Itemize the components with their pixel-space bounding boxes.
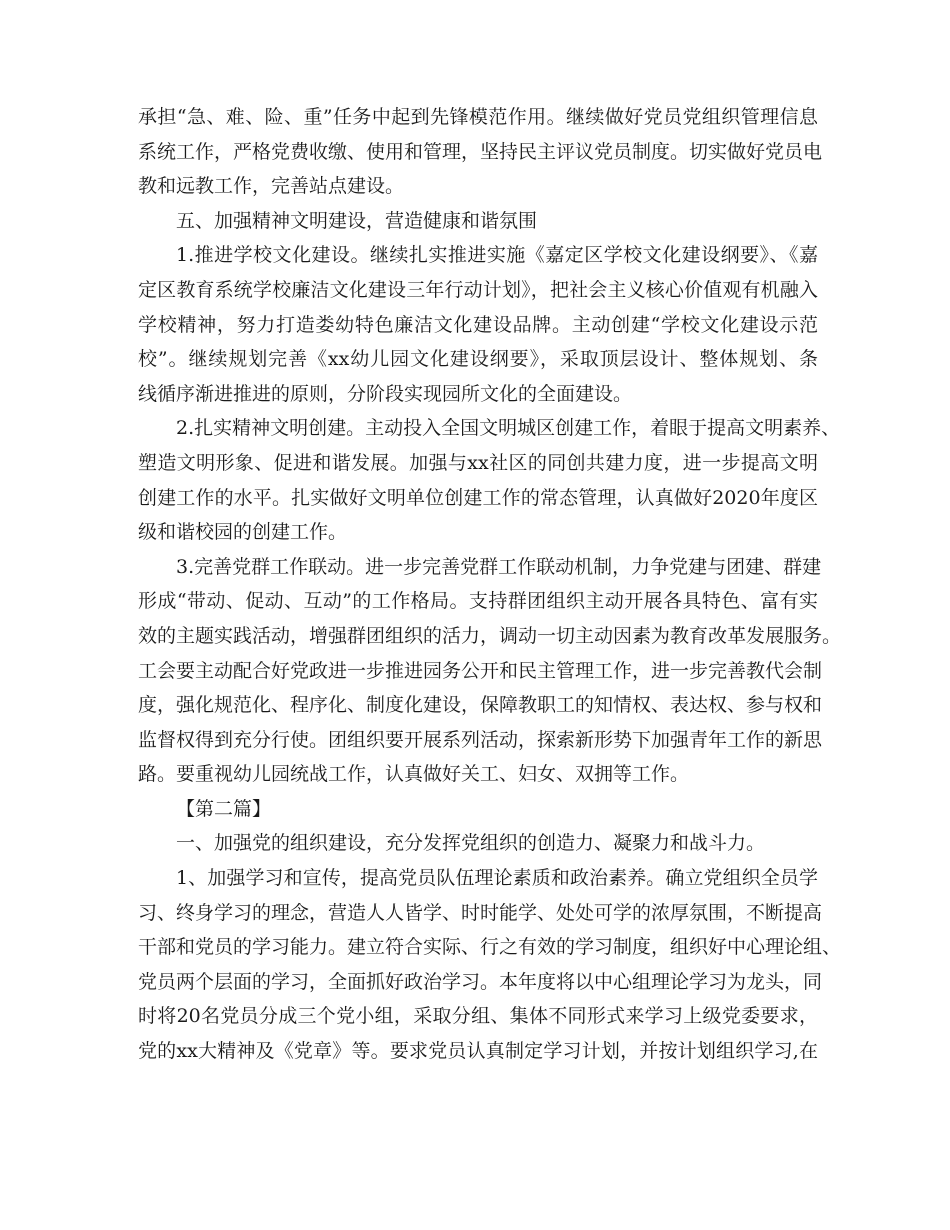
body-line: 系统工作，严格党费收缴、使用和管理，坚持民主评议党员制度。切实做好党员电 xyxy=(138,140,823,163)
body-line: 定区教育系统学校廉洁文化建设三年行动计划》，把社会主义核心价值观有机融入 xyxy=(138,278,818,301)
section-heading: 一、加强党的组织建设，充分发挥党组织的创造力、凝聚力和战斗力。 xyxy=(176,832,766,855)
body-line: 线循序渐进推进的原则，分阶段实现园所文化的全面建设。 xyxy=(138,382,633,405)
body-line: 1、加强学习和宣传，提高党员队伍理论素质和政治素养。确立党组织全员学 xyxy=(176,867,818,890)
section-heading: 五、加强精神文明建设，营造健康和谐氛围 xyxy=(176,209,538,232)
body-line: 校”。继续规划完善《xx幼儿园文化建设纲要》，采取顶层设计、整体规划、条 xyxy=(138,348,818,371)
document-body xyxy=(138,100,842,1069)
part-heading: 【第二篇】 xyxy=(176,797,272,820)
body-line: 级和谐校园的创建工作。 xyxy=(138,521,348,544)
body-line: 干部和党员的学习能力。建立符合实际、行之有效的学习制度，组织好中心理论组、 xyxy=(138,936,842,959)
body-line: 党的xx大精神及《党章》等。要求党员认真制定学习计划，并按计划组织学习,在 xyxy=(138,1040,818,1063)
body-line: 路。要重视幼儿园统战工作，认真做好关工、妇女、双拥等工作。 xyxy=(138,763,690,786)
body-line: 承担“急、难、险、重”任务中起到先锋模范作用。继续做好党员党组织管理信息 xyxy=(138,106,818,128)
body-line: 监督权得到充分行使。团组织要开展系列活动，探索新形势下加强青年工作的新思 xyxy=(138,728,823,751)
body-line: 效的主题实践活动，增强群团组织的活力，调动一切主动因素为教育改革发展服务。 xyxy=(138,624,842,647)
body-line: 学校精神，努力打造娄幼特色廉洁文化建设品牌。主动创建“学校文化建设示范 xyxy=(138,313,818,336)
body-line: 塑造文明形象、促进和谐发展。加强与xx社区的同创共建力度，进一步提高文明 xyxy=(138,451,818,474)
body-line: 3.完善党群工作联动。进一步完善党群工作联动机制，力争党建与团建、群建 xyxy=(176,555,822,578)
body-line: 教和远教工作，完善站点建设。 xyxy=(138,175,405,198)
body-line: 创建工作的水平。扎实做好文明单位创建工作的常态管理，认真做好2020年度区 xyxy=(138,486,818,509)
body-line: 2.扎实精神文明创建。主动投入全国文明城区创建工作，着眼于提高文明素养、 xyxy=(176,417,841,440)
body-line: 工会要主动配合好党政进一步推进园务公开和民主管理工作，进一步完善教代会制 xyxy=(138,659,823,682)
body-line: 度，强化规范化、程序化、制度化建设，保障教职工的知情权、表达权、参与权和 xyxy=(138,694,823,717)
body-line: 形成“带动、促动、互动”的工作格局。支持群团组织主动开展各具特色、富有实 xyxy=(138,590,818,613)
body-line: 1.推进学校文化建设。继续扎实推进实施《嘉定区学校文化建设纲要》、《嘉 xyxy=(176,244,818,267)
body-line: 习、终身学习的理念，营造人人皆学、时时能学、处处可学的浓厚氛围，不断提高 xyxy=(138,901,823,924)
body-line: 时将20名党员分成三个党小组，采取分组、集体不同形式来学习上级党委要求， xyxy=(138,1005,818,1028)
body-line: 党员两个层面的学习，全面抓好政治学习。本年度将以中心组理论学习为龙头，同 xyxy=(138,970,823,993)
